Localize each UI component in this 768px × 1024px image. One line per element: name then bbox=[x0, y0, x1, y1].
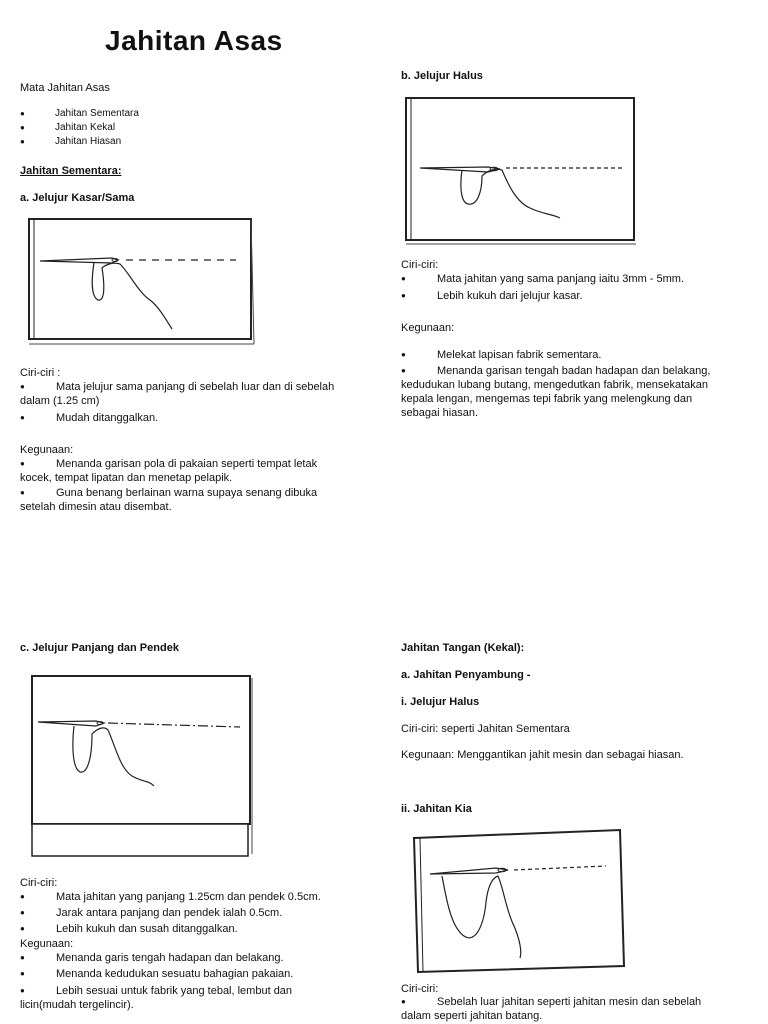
bullet-icon: ● bbox=[20, 986, 25, 995]
subsection-heading: i. Jelujur Halus bbox=[401, 696, 480, 708]
list-item: ● Sebelah luar jahitan seperti jahitan mesin dan sebelah dalam seperti jahitan batang. bbox=[401, 996, 702, 1022]
stitch-illustration bbox=[26, 216, 256, 356]
bullet-icon: ● bbox=[20, 137, 25, 146]
stitch-illustration bbox=[28, 672, 256, 862]
list-item: ● Jahitan Sementara bbox=[20, 108, 139, 119]
subsection-heading: a. Jahitan Penyambung - bbox=[401, 669, 531, 681]
section-heading: Jahitan Sementara: bbox=[20, 165, 122, 177]
bullet-icon: ● bbox=[20, 892, 25, 901]
bullet-icon: ● bbox=[20, 382, 25, 391]
list-item: ● Mata jahitan yang sama panjang iaitu 3mm - 5mm. bbox=[401, 273, 685, 285]
subsection-heading: b. Jelujur Halus bbox=[401, 70, 483, 82]
list-item: ● Lebih kukuh dari jelujur kasar. bbox=[401, 290, 583, 302]
list-item: ● Lebih sesuai untuk fabrik yang tebal, lembut dan licin(mudah tergelincir). bbox=[20, 985, 293, 1011]
ciri-label: Ciri-ciri: bbox=[401, 983, 439, 995]
kegunaan-label: Kegunaan: bbox=[401, 322, 455, 334]
bullet-icon: ● bbox=[20, 908, 25, 917]
bullet-icon: ● bbox=[401, 997, 406, 1006]
bullet-icon: ● bbox=[20, 924, 25, 933]
list-item: ● Guna benang berlainan warna supaya senang dibuka setelah dimesin atau disembat. bbox=[20, 487, 318, 513]
ciri-label: Ciri-ciri: bbox=[401, 259, 439, 271]
list-item: ● Menanda garis tengah hadapan dan belakang. bbox=[20, 952, 284, 964]
list-item: ● Mata jelujur sama panjang di sebelah luar dan di sebelah dalam (1.25 cm) bbox=[20, 381, 335, 407]
bullet-icon: ● bbox=[20, 488, 25, 497]
kegunaan-label: Kegunaan: bbox=[20, 444, 74, 456]
ciri-label: Ciri-ciri : bbox=[20, 367, 61, 379]
intro-text: Mata Jahitan Asas bbox=[20, 82, 110, 94]
list-item: ● Menanda kedudukan sesuatu bahagian pakaian. bbox=[20, 968, 294, 980]
bullet-icon: ● bbox=[20, 459, 25, 468]
bullet-icon: ● bbox=[20, 109, 25, 118]
bullet-icon: ● bbox=[401, 274, 406, 283]
section-heading: Jahitan Tangan (Kekal): bbox=[401, 642, 525, 654]
list-item: ● Jahitan Kekal bbox=[20, 122, 116, 133]
bullet-icon: ● bbox=[20, 969, 25, 978]
bullet-icon: ● bbox=[20, 123, 25, 132]
stitch-illustration bbox=[410, 826, 630, 976]
list-item: ● Melekat lapisan fabrik sementara. bbox=[401, 349, 602, 361]
bullet-icon: ● bbox=[20, 413, 25, 422]
list-item: ● Lebih kukuh dan susah ditanggalkan. bbox=[20, 923, 238, 935]
list-item: ● Menanda garisan pola di pakaian seperti tempat letak kocek, tempat lipatan dan menetap pelapik. bbox=[20, 458, 318, 484]
list-item: ● Mudah ditanggalkan. bbox=[20, 412, 159, 424]
list-item: ● Jahitan Hiasan bbox=[20, 136, 122, 147]
list-item: ● Mata jahitan yang panjang 1.25cm dan pendek 0.5cm. bbox=[20, 891, 321, 903]
list-item: ● Jarak antara panjang dan pendek ialah 0.5cm. bbox=[20, 907, 283, 919]
subsection-heading: ii. Jahitan Kia bbox=[401, 803, 472, 815]
bullet-icon: ● bbox=[401, 291, 406, 300]
stitch-illustration bbox=[402, 94, 640, 250]
bullet-icon: ● bbox=[401, 366, 406, 375]
ciri-label: Ciri-ciri: bbox=[20, 877, 58, 889]
list-item: ● Menanda garisan tengah badan hadapan dan belakang, kedudukan lubang butang, mengedutkan fabrik, mensekatakan kepala lengan, mengemas tepi fabrik yang melengkung dan sebagai hiasan. bbox=[401, 365, 711, 419]
kegunaan-text: Kegunaan: Menggantikan jahit mesin dan sebagai hiasan. bbox=[401, 749, 684, 761]
bullet-icon: ● bbox=[20, 953, 25, 962]
kegunaan-label: Kegunaan: bbox=[20, 938, 74, 950]
bullet-icon: ● bbox=[401, 350, 406, 359]
page-title: Jahitan Asas bbox=[105, 25, 283, 56]
ciri-text: Ciri-ciri: seperti Jahitan Sementara bbox=[401, 723, 570, 735]
subsection-heading: c. Jelujur Panjang dan Pendek bbox=[20, 642, 179, 654]
subsection-heading: a. Jelujur Kasar/Sama bbox=[20, 192, 135, 204]
